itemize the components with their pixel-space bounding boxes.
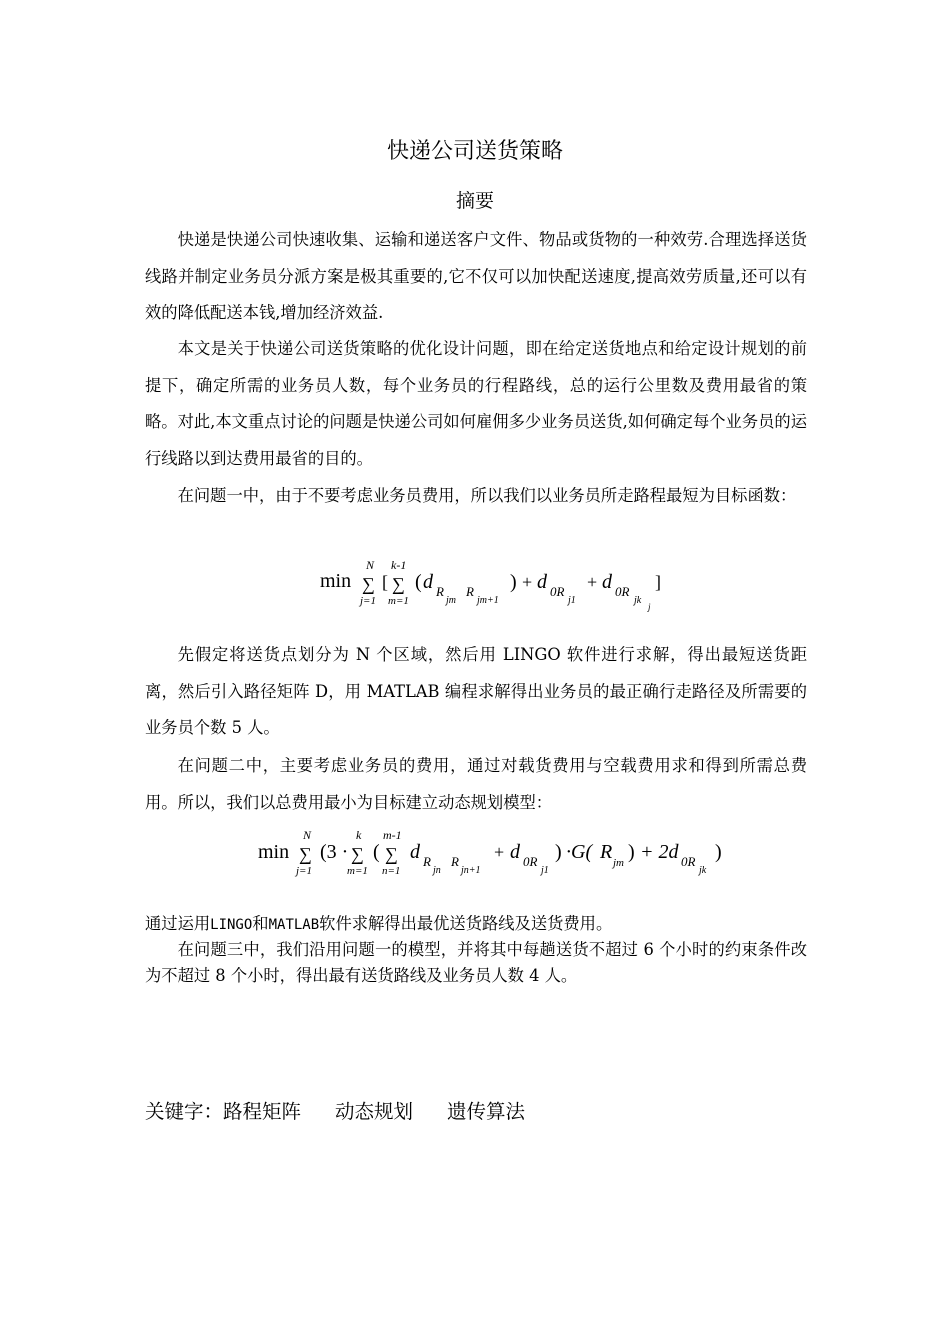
p6-text-a: 通过运用 [145, 914, 211, 933]
svg-text:R: R [423, 854, 431, 869]
svg-text:∑: ∑ [299, 844, 312, 864]
p6-text-e: 软件求解得出最优送货路线及送货费用。 [319, 914, 613, 933]
f1-j1: j1 [568, 595, 576, 606]
f2-G: ·G( [566, 841, 593, 863]
abstract-heading: 摘要 [455, 190, 494, 212]
f1-0R-2: 0R [615, 584, 630, 599]
f1-sum-outer: ∑ [362, 574, 375, 594]
svg-text:d: d [410, 841, 420, 863]
keyword-2: 动态规划 [335, 1100, 414, 1123]
abstract-paragraph-6 [145, 911, 807, 938]
f2-upper-m: m-1 [383, 828, 402, 842]
abstract-paragraph-3: 在问题一中，由于不要考虑业务员费用，所以我们以业务员所走路程最短为目标函数： [177, 486, 797, 505]
f2-jk: jk [699, 865, 707, 876]
f2-three: (3 · [320, 841, 349, 863]
abstract-paragraph-1: 快递是快递公司快速收集、运输和递送客户文件、物品或货物的一种效劳.合理选择送货线路并制定业务员分派方案是极其重要的,它不仅可以加快配送速度,提高效劳质量,还可以有效的降低配送本钱,增加经济效益. [145, 230, 807, 322]
svg-text:∑: ∑ [351, 844, 364, 864]
keywords [145, 1096, 559, 1124]
svg-text:(: ( [373, 841, 380, 863]
f1-d3: d [602, 571, 612, 593]
svg-text:R: R [451, 854, 459, 869]
objective-formula-1 [0, 552, 950, 622]
f1-0R: 0R [550, 584, 565, 599]
f1-R2: R [466, 584, 474, 599]
paper-title: 快递公司送货策略 [386, 139, 563, 164]
svg-text:): ) [555, 841, 562, 863]
f1-lower-j: j=1 [360, 595, 376, 607]
f2-upper-N: N [303, 828, 312, 842]
f1-jm: jm [446, 595, 456, 606]
keyword-1: 路程矩阵 [223, 1100, 302, 1123]
f1-plus1: + [522, 572, 533, 592]
f1-R1: R [436, 584, 444, 599]
f1-jk: jk [634, 595, 642, 606]
f1-jm1: jm+1 [477, 595, 499, 606]
f1-plus2: + [587, 572, 598, 592]
f2-jn1: jn+1 [461, 865, 481, 876]
f2-lower-n: n=1 [382, 865, 401, 877]
abstract-paragraph-2: 本文是关于快递公司送货策略的优化设计问题，即在给定送货地点和给定设计规划的前提下，确定所需的业务员人数，每个业务员的行程路线，总的运行公里数及费用最省的策略。对此,本文重点讨论的问题是快递公司如何雇佣多少业务员送货,如何确定每个业务员的运行线路以到达费用最省的目的。 [145, 339, 807, 468]
svg-text:0R: 0R [681, 854, 696, 869]
svg-text:∑: ∑ [385, 844, 398, 864]
f2-jn: jn [433, 865, 441, 876]
f2-lower-m: m=1 [347, 865, 368, 877]
f1-lower-m: m=1 [388, 595, 409, 607]
f1-sum-inner: ∑ [392, 574, 405, 594]
f1-d1: d [423, 571, 433, 593]
f1-upper-k: k-1 [391, 558, 407, 572]
svg-text:): ) [715, 841, 722, 863]
keywords-label: 关键字： [145, 1100, 224, 1123]
f1-d2: d [537, 571, 547, 593]
f1-j: j [648, 602, 651, 612]
p6-lingo: LINGO [210, 917, 253, 933]
svg-text:d: d [510, 841, 520, 863]
f2-lower-j: j=1 [296, 865, 312, 877]
f2-min: min [258, 841, 290, 863]
keyword-3: 遗传算法 [447, 1100, 526, 1123]
svg-text:R: R [600, 841, 613, 863]
svg-text:): ) [628, 841, 635, 863]
abstract-paragraph-5: 在问题二中，主要考虑业务员的费用，通过对载货费用与空载费用求和得到所需总费用。所以，我们以总费用最小为目标建立动态规划模型： [145, 756, 807, 812]
f2-Rjm: jm [613, 857, 624, 869]
p6-matlab: MATLAB [268, 917, 320, 933]
objective-formula-2 [0, 822, 950, 892]
f1-upper-N: N [366, 558, 375, 572]
f1-min: min [320, 570, 352, 592]
svg-text:]: ] [655, 572, 661, 592]
p6-text-c: 和 [252, 914, 269, 933]
abstract-paragraph-4: 先假定将送货点划分为 N 个区域，然后用 LINGO 软件进行求解，得出最短送货距离，然后引入路径矩阵 D，用 MATLAB 编程求解得出业务员的最正确行走路径及所需要的业务员个数 5 人。 [145, 645, 807, 737]
svg-text:0R: 0R [523, 854, 538, 869]
f2-upper-k: k [356, 828, 362, 842]
f2-twod: + 2d [640, 841, 679, 863]
abstract-paragraph-7: 在问题三中，我们沿用问题一的模型，并将其中每趟送货不超过 6 个小时的约束条件改为不超过 8 个小时，得出最有送货路线及业务员人数 4 人。 [145, 940, 807, 985]
svg-text:+: + [494, 842, 505, 862]
svg-text:[: [ [382, 572, 388, 592]
svg-text:): ) [510, 571, 517, 593]
svg-text:(: ( [415, 571, 422, 593]
svg-text:j1: j1 [541, 865, 549, 876]
